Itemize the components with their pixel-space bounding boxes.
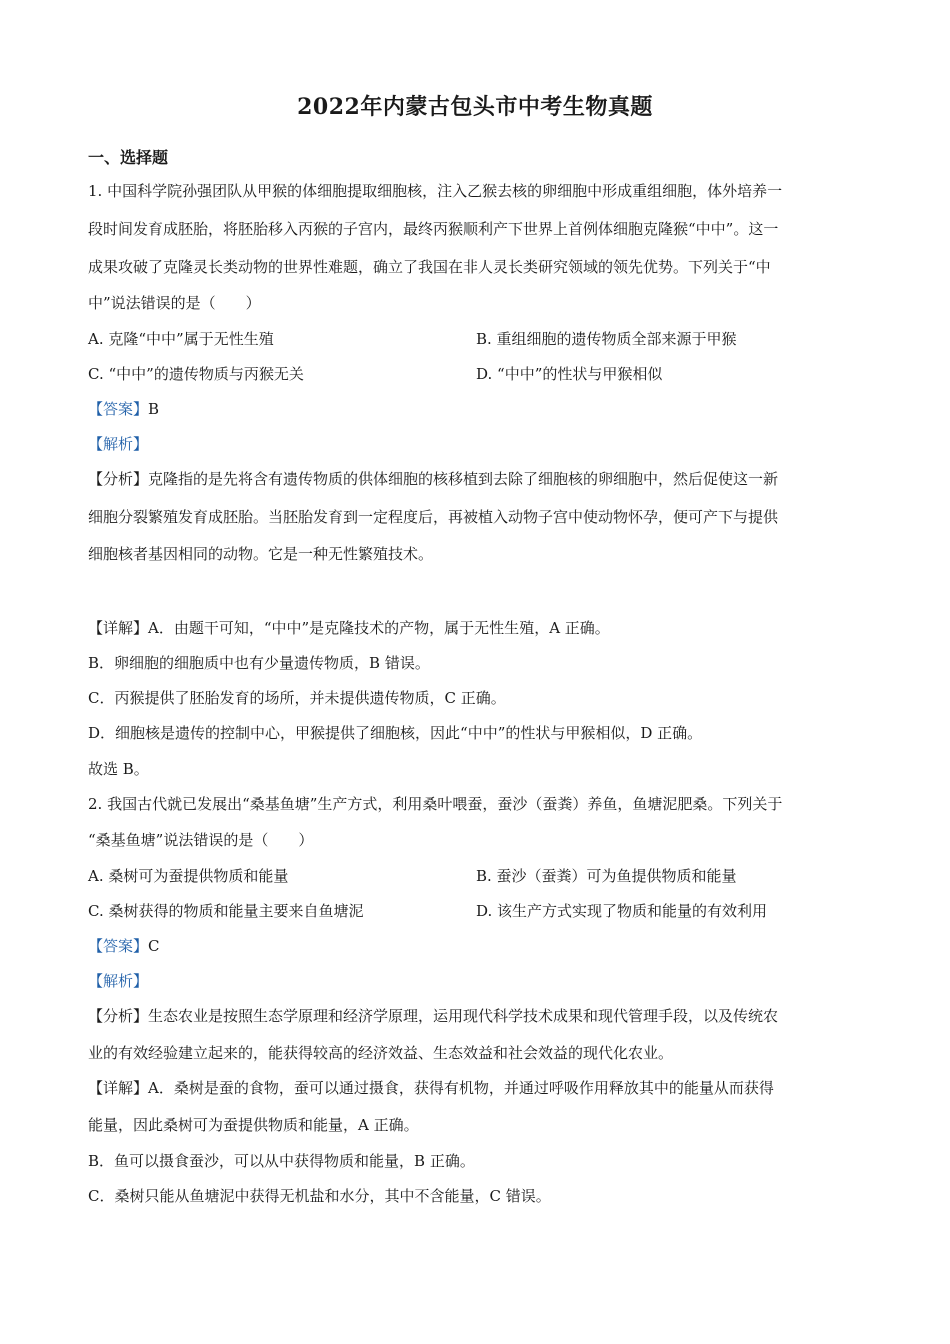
q1-stem-line: 成果攻破了克隆灵长类动物的世界性难题，确立了我国在非人灵长类研究领域的领先优势。下列关于“中 xyxy=(88,258,771,276)
answer-tag: 【答案】 xyxy=(88,400,149,418)
q1-analysis-line: 细胞核者基因相同的动物。它是一种无性繁殖技术。 xyxy=(88,545,434,563)
q2-analysis-line xyxy=(88,1006,778,1026)
q2-analysis-line: 业的有效经验建立起来的，能获得较高的经济效益、生态效益和社会效益的现代化农业。 xyxy=(88,1044,674,1062)
q1-explain-tag: 【解析】 xyxy=(88,435,149,453)
q1-option-c: C. “中中”的遗传物质与丙猴无关 xyxy=(88,365,304,383)
q1-analysis-line xyxy=(88,469,778,489)
q2-detail-line: C．桑树只能从鱼塘泥中获得无机盐和水分，其中不含能量，C 错误。 xyxy=(88,1187,551,1205)
analysis-text: 克隆指的是先将含有遗传物质的供体细胞的核移植到去除了细胞核的卵细胞中，然后促使这一新 xyxy=(148,470,779,488)
q1-detail-line: B．卵细胞的细胞质中也有少量遗传物质，B 错误。 xyxy=(88,654,430,672)
q2-detail-line: B．鱼可以摄食蚕沙，可以从中获得物质和能量，B 正确。 xyxy=(88,1152,475,1170)
q1-analysis-line: 细胞分裂繁殖发育成胚胎。当胚胎发育到一定程度后，再被植入动物子宫中使动物怀孕，便可产下与提供 xyxy=(88,508,779,526)
answer-value: B xyxy=(148,400,160,418)
q2-stem-line: 2. 我国古代就已发展出“桑基鱼塘”生产方式，利用桑叶喂蚕，蚕沙（蚕粪）养鱼，鱼塘泥肥桑。下列关于 xyxy=(88,795,783,813)
q1-detail-line xyxy=(88,618,610,638)
detail-tag: 【详解】 xyxy=(88,1079,149,1097)
q1-option-a: A. 克隆“中中”属于无性生殖 xyxy=(88,330,274,348)
q1-option-d: D. “中中”的性状与甲猴相似 xyxy=(476,365,663,383)
q2-detail-line xyxy=(88,1078,774,1098)
q2-option-b: B. 蚕沙（蚕粪）可为鱼提供物质和能量 xyxy=(476,867,737,885)
detail-text: A．桑树是蚕的食物，蚕可以通过摄食，获得有机物，并通过呼吸作用释放其中的能量从而获得 xyxy=(148,1079,774,1097)
q2-stem-line: “桑基鱼塘”说法错误的是（ ） xyxy=(88,831,314,849)
q2-option-c: C. 桑树获得的物质和能量主要来自鱼塘泥 xyxy=(88,902,364,920)
q1-detail-line: D．细胞核是遗传的控制中心，甲猴提供了细胞核，因此“中中”的性状与甲猴相似，D 正确。 xyxy=(88,724,703,742)
q1-stem-line: 段时间发育成胚胎，将胚胎移入丙猴的子宫内，最终丙猴顺利产下世界上首例体细胞克隆猴“中中”。这一 xyxy=(88,220,779,238)
document-title: 2022年内蒙古包头市中考生物真题 xyxy=(297,94,653,120)
analysis-text: 生态农业是按照生态学原理和经济学原理，运用现代科学技术成果和现代管理手段，以及传统农 xyxy=(148,1007,779,1025)
detail-text: A．由题干可知，“中中”是克隆技术的产物，属于无性生殖，A 正确。 xyxy=(148,619,610,637)
q1-detail-line: C．丙猴提供了胚胎发育的场所，并未提供遗传物质，C 正确。 xyxy=(88,689,506,707)
q2-detail-line: 能量，因此桑树可为蚕提供物质和能量，A 正确。 xyxy=(88,1116,419,1134)
q1-detail-line: 故选 B。 xyxy=(88,760,149,778)
section-heading: 一、选择题 xyxy=(88,148,169,167)
analysis-tag: 【分析】 xyxy=(88,470,149,488)
q1-stem-line: 1. 中国科学院孙强团队从甲猴的体细胞提取细胞核，注入乙猴去核的卵细胞中形成重组细胞，体外培养一 xyxy=(88,182,783,200)
q2-option-d: D. 该生产方式实现了物质和能量的有效利用 xyxy=(476,902,768,920)
q1-option-b: B. 重组细胞的遗传物质全部来源于甲猴 xyxy=(476,330,737,348)
q1-stem-line: 中”说法错误的是（ ） xyxy=(88,294,261,312)
q1-answer xyxy=(88,399,159,419)
q2-answer xyxy=(88,936,160,956)
answer-tag: 【答案】 xyxy=(88,937,149,955)
q2-explain-tag: 【解析】 xyxy=(88,972,149,990)
analysis-tag: 【分析】 xyxy=(88,1007,149,1025)
answer-value: C xyxy=(148,937,160,955)
detail-tag: 【详解】 xyxy=(88,619,149,637)
q2-option-a: A. 桑树可为蚕提供物质和能量 xyxy=(88,867,289,885)
